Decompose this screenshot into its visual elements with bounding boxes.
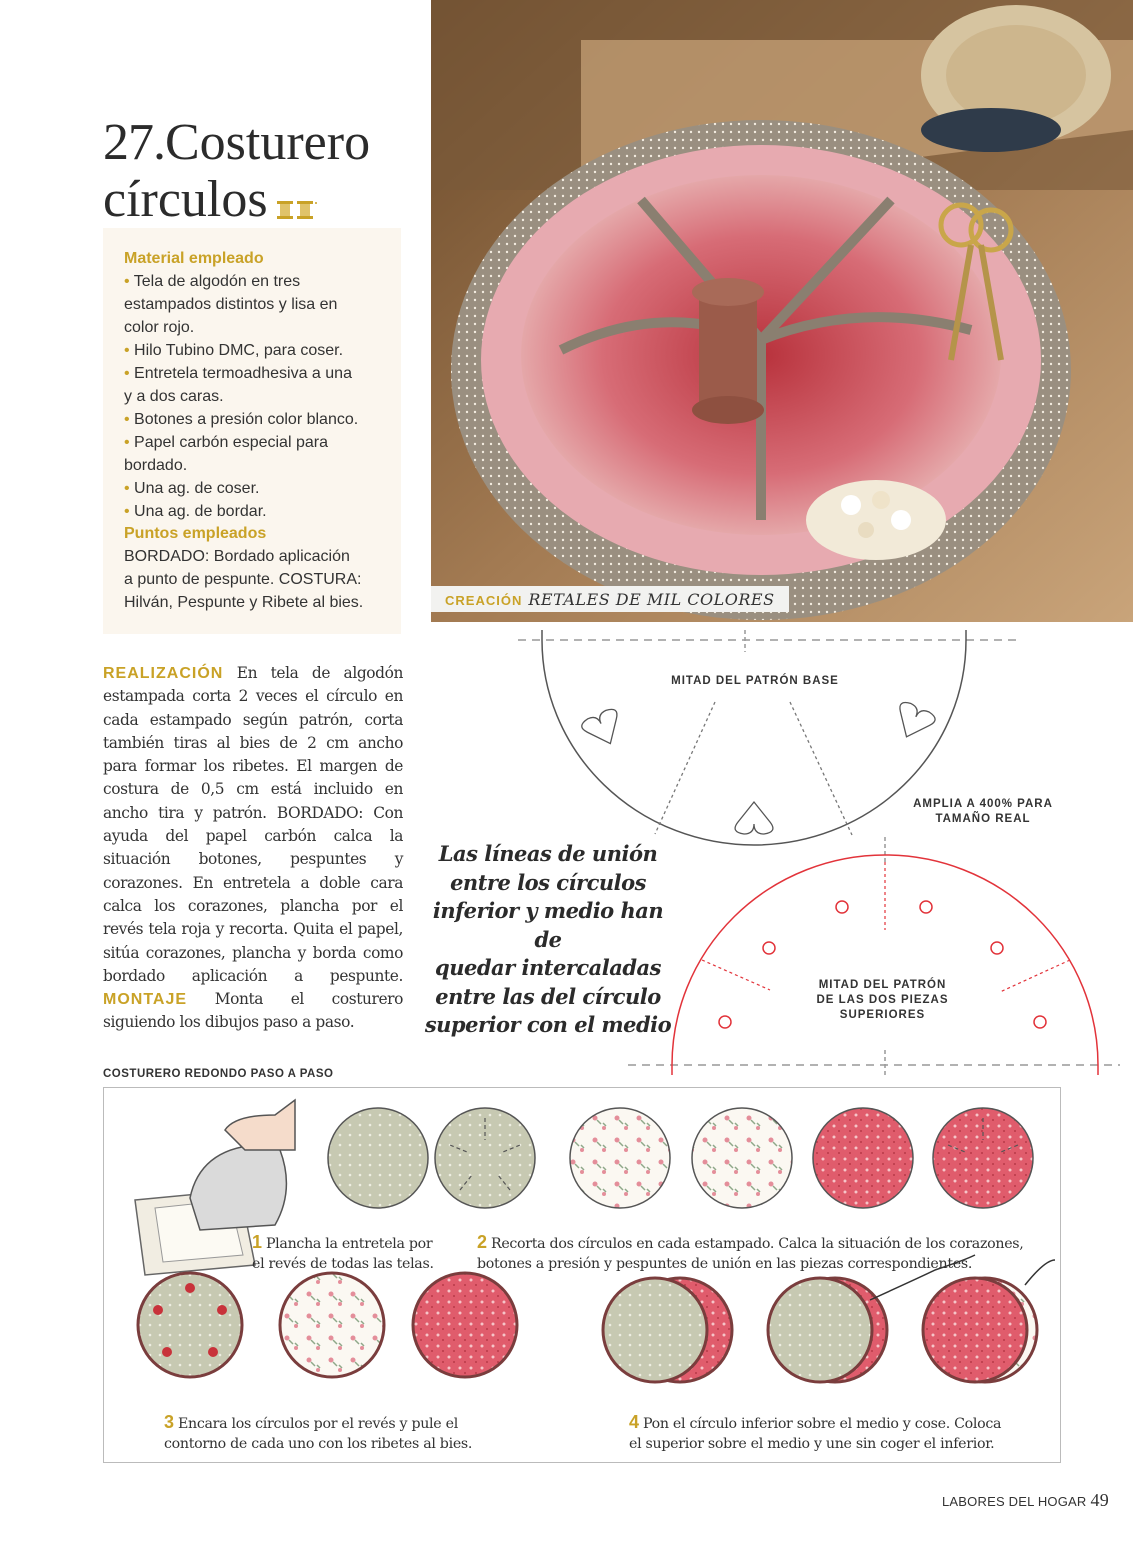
top-label-line-1: MITAD DEL PATRÓN [818,979,947,991]
bullet: • [124,480,130,497]
material-text: Papel carbón especial para [129,434,328,451]
page-footer [942,1490,1109,1511]
page-number: 49 [1090,1490,1109,1510]
stitches-heading: Puntos empleados [124,525,267,542]
spool-icon [276,176,318,233]
material-text: Una ag. de coser. [129,480,260,497]
note-line: inferior y medio han de [432,898,664,952]
step-3-line-1: Encara los círculos por el revés y pule el [177,1416,458,1432]
material-text: estampados distintos y lisa en [124,296,338,313]
page-title [103,114,370,233]
material-item [124,293,391,316]
note-line: entre las del círculo [435,983,661,1009]
material-text: bordado. [124,457,188,474]
step-1 [252,1232,434,1274]
note-line: entre los círculos [450,869,646,895]
pattern-note [418,840,678,1040]
material-item [124,500,391,523]
montaje-text: Monta el costurero siguiendo los dibujos paso a paso. [103,990,403,1032]
material-text: y a dos caras. [124,388,224,405]
bullet: • [124,411,130,428]
material-item [124,339,391,362]
step-4-line-1: Pon el círculo inferior sobre el medio y cose. Coloca [642,1416,1002,1432]
material-text: Entretela termoadhesiva a una [129,365,352,382]
title-line-1: Costurero [165,114,371,171]
credit-label: CREACIÓN [445,593,523,608]
magazine-name: LABORES DEL HOGAR [942,1494,1087,1509]
material-text: Botones a presión color blanco. [129,411,359,428]
product-photo [431,0,1133,622]
realizacion-heading: REALIZACIÓN [103,665,224,682]
material-text: Tela de algodón en tres [129,273,301,290]
top-label-line-3: SUPERIORES [839,1009,926,1021]
scale-note [888,797,1078,827]
materials-box [103,228,401,634]
steps-title: COSTURERO REDONDO PASO A PASO [103,1068,334,1080]
step-3-number: 3 [164,1412,174,1432]
stitch-line: a punto de pespunte. COSTURA: [124,571,362,588]
materials-list [124,270,391,523]
bullet: • [124,342,130,359]
note-line: Las líneas de unión [438,841,658,866]
step-4-number: 4 [629,1412,639,1432]
bullet: • [124,503,130,520]
top-label-line-2: DE LAS DOS PIEZAS [816,994,949,1006]
stitch-line: Hilván, Pespunte y Ribete al bies. [124,594,364,611]
realizacion-text: En tela de algodón estampada corta 2 veces el círculo en cada estampado según patrón, corta también tiras al bies de 2 cm ancho para formar los ribetes. El margen de costura de 0,5 cm está incluido en ancho tira y patrón. BORDADO: Con ayuda del papel carbón calca la situación botones, pespuntes y corazones. En entretela a doble cara calca los corazones, plancha por el revés tela roja y recorta. Quita el papel, sitúa corazones, plancha y borda como bordado aplicación a pespunte. [103,664,403,985]
materials-heading: Material empleado [124,250,264,267]
project-number: 27. [103,114,165,171]
scale-line-1: AMPLIA A 400% PARA [913,798,1053,810]
step-3-line-2: contorno de cada uno con los ribetes al bies. [164,1436,473,1452]
instructions-text [103,662,403,1035]
material-item [124,454,391,477]
note-line: superior con el medio [424,1012,672,1037]
step-2 [477,1232,1024,1274]
material-item [124,362,391,385]
montaje-heading: MONTAJE [103,991,188,1009]
material-text: Una ag. de bordar. [129,503,267,520]
material-item [124,477,391,500]
credit-value: RETALES DE MIL COLORES [528,590,775,609]
material-text: color rojo. [124,319,195,336]
base-pattern-label: MITAD DEL PATRÓN BASE [671,675,839,687]
step-3 [164,1412,472,1454]
bullet: • [124,434,130,451]
stitch-line: BORDADO: Bordado aplicación [124,548,350,565]
material-text: Hilo Tubino DMC, para coser. [129,342,344,359]
step-4 [629,1412,1001,1454]
material-item [124,431,391,454]
material-item [124,385,391,408]
bullet: • [124,365,130,382]
steps-illustration [105,1090,1059,1460]
step-1-line-1: Plancha la entretela por [265,1236,433,1252]
note-line: quedar intercaladas [435,955,661,980]
material-item [124,270,391,293]
stitches-list [124,545,391,614]
step-2-number: 2 [477,1232,487,1252]
step-2-line-1: Recorta dos círculos en cada estampado. Calca la situación de los corazones, [490,1236,1024,1252]
material-item [124,316,391,339]
photo-credit [431,586,789,612]
material-item [124,408,391,431]
step-2-line-2: botones a presión y pespuntes de unión en las piezas correspondientes. [477,1256,973,1272]
bullet: • [124,273,130,290]
top-pattern-label [800,978,965,1023]
step-1-number: 1 [252,1232,262,1252]
step-1-line-2: el revés de todas las telas. [252,1256,434,1272]
step-4-line-2: el superior sobre el medio y une sin coger el inferior. [629,1436,995,1452]
scale-line-2: TAMAÑO REAL [935,813,1031,825]
title-line-2: círculos [103,171,268,228]
